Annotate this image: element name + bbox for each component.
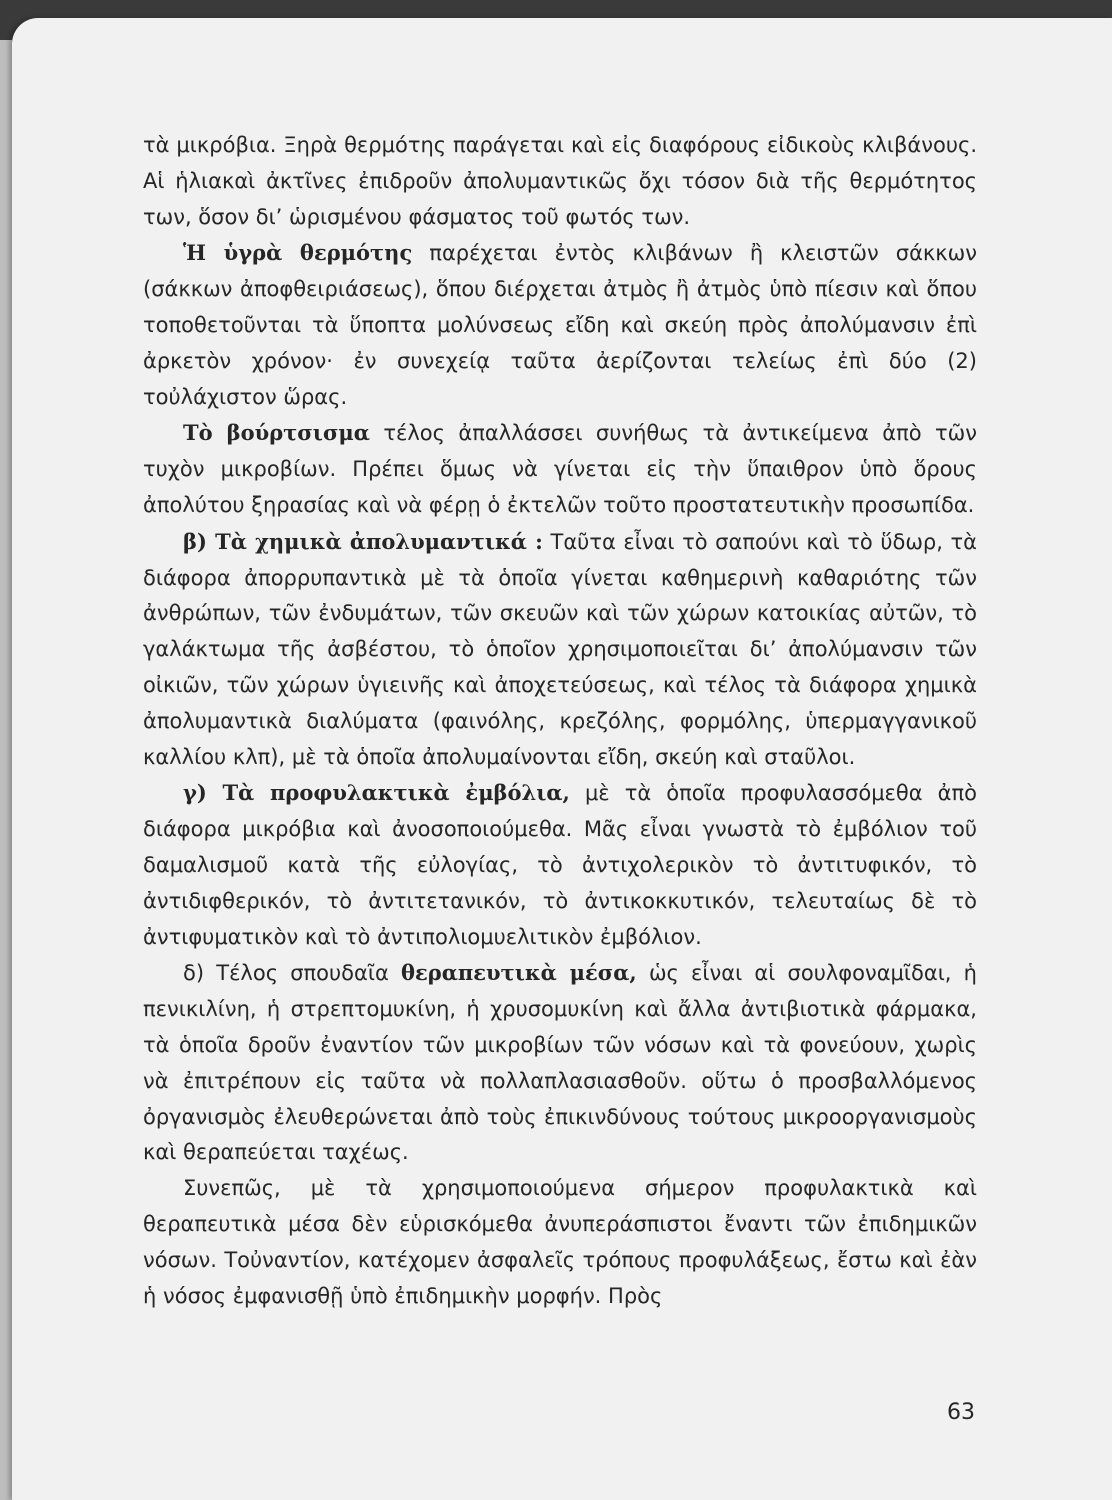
page-body: [143, 128, 977, 1314]
paragraph-brushing: Τὸ βούρτσισμα τέλος ἀπαλλάσσει συνήθως τὰ ἀντικείμενα ἀπὸ τῶν τυχὸν μικροβίων. Πρέπει ὅμως νὰ γίνεται εἰς τὴν ὕπαιθρον ὑπὸ ὅρους ἀπολύτου ξηρασίας καὶ νὰ φέρῃ ὁ ἐκτελῶν τοῦτο προστατευτικὴν προσωπίδα.: [143, 420, 977, 517]
term-therapeutic-means: θεραπευτικὰ μέσα,: [401, 960, 637, 986]
paragraph-vaccines: γ) Τὰ προφυλακτικὰ ἐμβόλια, μὲ τὰ ὁποῖα προφυλασσόμεθα ἀπὸ διάφορα μικρόβια καὶ ἀνοσοποιούμεθα. Μᾶς εἶναι γνωστὰ τὸ ἐμβόλιον τοῦ δαμαλισμοῦ κατὰ τῆς εὐλογίας, τὸ ἀντιχολερικὸν τὸ ἀντιτυφικόν, τὸ ἀντιδιφθερικόν, τὸ ἀντιτετανικόν, τὸ ἀντικοκκυτικόν, τελευταίως δὲ τὸ ἀντιφυματικὸν καὶ τὸ ἀντιπολιομυελιτικὸν ἐμβόλιον.: [143, 780, 977, 949]
scan-left-edge: [0, 40, 12, 1500]
paragraph-conclusion: Συνεπῶς, μὲ τὰ χρησιμοποιούμενα σήμερον προφυλακτικὰ καὶ θεραπευτικὰ μέσα δὲν εὑρισκόμεθα ἀνυπεράσπιστοι ἔναντι τῶν ἐπιδημικῶν νόσων. Τοὐναντίον, κατέχομεν ἀσφαλεῖς τρόπους προφυλάξεως, ἔστω καὶ ἐὰν ἡ νόσος ἐμφανισθῇ ὑπὸ ἐπιδημικὴν μορφήν. Πρὸς: [143, 1176, 977, 1308]
term-brushing: Τὸ βούρτσισμα: [183, 420, 370, 446]
paragraph-1: τὰ μικρόβια. Ξηρὰ θερμότης παράγεται καὶ εἰς διαφόρους εἰδικοὺς κλιβάνους. Αἱ ἡλιακαὶ ἀκτῖνες ἐπιδροῦν ἀπολυμαντικῶς ὄχι τόσον διὰ τῆς θερμότητος των, ὅσον δι’ ὡρισμένου φάσματος τοῦ φωτός των.: [143, 133, 977, 229]
paragraph-therapeutic-means: δ) Τέλος σπουδαῖα θεραπευτικὰ μέσα, ὡς εἶναι αἱ σουλφοναμῖδαι, ἡ πενικιλίνη, ἡ στρεπτομυκίνη, ἡ χρυσομυκίνη καὶ ἄλλα ἀντιβιοτικὰ φάρμακα, τὰ ὁποῖα δροῦν ἐναντίον τῶν μικροβίων τῶν νόσων καὶ τὰ φονεύουν, χωρὶς νὰ ἐπιτρέπουν εἰς ταῦτα νὰ πολλαπλασιασθοῦν. οὕτω ὁ προσβαλλόμενος ὀργανισμὸς ἐλευθερώνεται ἀπὸ τοὺς ἐπικινδύνους τούτους μικροοργανισμοὺς καὶ θεραπεύεται ταχέως.: [143, 960, 977, 1165]
term-chemical-disinfectants: β) Τὰ χημικὰ ἀπολυμαντικά :: [183, 528, 543, 554]
paragraph-wet-heat: Ἡ ὑγρὰ θερμότης παρέχεται ἐντὸς κλιβάνων ἢ κλειστῶν σάκκων (σάκκων ἀποφθειριάσεως), ὅπου διέρχεται ἀτμὸς ἢ ἀτμὸς ὑπὸ πίεσιν καὶ ὅπου τοποθετοῦνται τὰ ὕποπτα μολύνσεως εἴδη καὶ σκεύη πρὸς ἀπολύμανσιν ἐπὶ ἀρκετὸν χρόνον· ἐν συνεχείᾳ ταῦτα ἀερίζονται τελείως ἐπὶ δύο (2) τοὐλάχιστον ὥρας.: [143, 240, 977, 409]
term-vaccines: γ) Τὰ προφυλακτικὰ ἐμβόλια,: [183, 780, 570, 806]
page-number: 63: [947, 1400, 975, 1425]
term-wet-heat: Ἡ ὑγρὰ θερμότης: [183, 240, 413, 266]
paragraph-chemical-disinfectants: β) Τὰ χημικὰ ἀπολυμαντικά : Ταῦτα εἶναι τὸ σαπούνι καὶ τὸ ὕδωρ, τὰ διάφορα ἀπορρυπαντικὰ μὲ τὰ ὁποῖα γίνεται καθημερινὴ καθαριότης τῶν ἀνθρώπων, τῶν ἐνδυμάτων, τῶν σκευῶν καὶ τῶν χώρων κατοικίας αὐτῶν, τὸ γαλάκτωμα τῆς ἀσβέστου, τὸ ὁποῖον χρησιμοποιεῖται δι’ ἀπολύμανσιν τῶν οἰκιῶν, τῶν χώρων ὑγιεινῆς καὶ ἀποχετεύσεως, καὶ τέλος τὰ διάφορα χημικὰ ἀπολυμαντικὰ διαλύματα (φαινόλης, κρεζόλης, φορμόλης, ὑπερμαγγανικοῦ καλλίου κλπ), μὲ τὰ ὁποῖα ἀπολυμαίνονται εἴδη, σκεύη καὶ σταῦλοι.: [143, 528, 977, 769]
